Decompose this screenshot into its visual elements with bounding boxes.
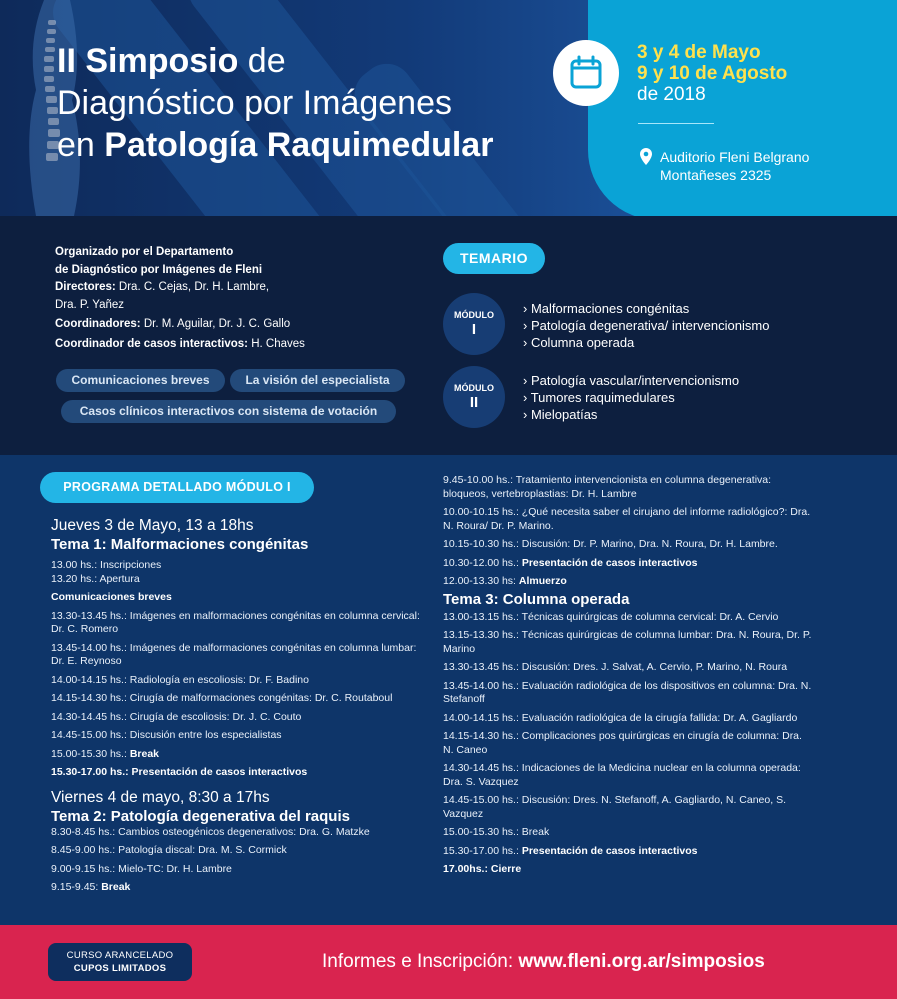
directors-label: Directores: xyxy=(55,281,116,293)
schedule-item xyxy=(443,575,815,589)
registration-url-link[interactable]: www.fleni.org.ar/simposios xyxy=(518,951,765,972)
schedule-item: 14.45-15.00 hs.: Discusión: Dres. N. Stefanoff, A. Gagliardo, N. Caneo, S. Vazquez xyxy=(443,794,786,820)
schedule-item: 14.00-14.15 hs.: Radiología en escoliosis: Dr. F. Badino xyxy=(51,673,309,686)
schedule-item: 13.00-13.15 hs.: Técnicas quirúrgicas de columna cervical: Dr. A. Cervio xyxy=(443,610,779,623)
schedule-item: 13.00 hs.: Inscripciones xyxy=(51,559,162,571)
title-line3-pre: en xyxy=(57,126,105,164)
module-2-label: MÓDULO xyxy=(454,383,494,393)
title-line1-bold: II Simposio xyxy=(57,42,239,80)
schedule-item xyxy=(443,845,815,859)
module-1-label: MÓDULO xyxy=(454,310,494,320)
tema-1-heading: Tema 1: Malformaciones congénitas xyxy=(51,536,309,553)
program-right-column xyxy=(443,474,815,882)
directors-value-2: Dra. P. Yañez xyxy=(55,298,125,311)
schedule-subheading: Comunicaciones breves xyxy=(51,591,172,603)
schedule-item: 14.15-14.30 hs.: Cirugía de malformaciones congénitas: Dr. C. Routaboul xyxy=(51,692,393,704)
schedule-item: 14.30-14.45 hs.: Cirugía de escoliosis: Dr. J. C. Couto xyxy=(51,710,302,723)
date-year: de 2018 xyxy=(637,84,706,105)
schedule-item xyxy=(51,881,421,895)
directors-value: Dra. C. Cejas, Dr. H. Lambre, xyxy=(115,281,270,293)
program-section xyxy=(0,455,897,925)
venue-address: Montañeses 2325 xyxy=(660,167,772,183)
schedule-time: 15.30-17.00 hs.: xyxy=(443,844,522,857)
module-1-badge xyxy=(443,293,505,355)
org-line2: de Diagnóstico por Imágenes de Fleni xyxy=(55,263,263,276)
topic: › Malformaciones congénitas xyxy=(523,301,690,316)
tag-casos-clinicos: Casos clínicos interactivos con sistema de votación xyxy=(61,400,396,423)
case-coordinator-value: H. Chaves xyxy=(248,337,305,350)
date-may: 3 y 4 de Mayo xyxy=(637,42,761,63)
program-left-column xyxy=(51,516,421,900)
schedule-time: 15.00-15.30 hs.: xyxy=(51,747,130,760)
schedule-item: 8.30-8.45 hs.: Cambios osteogénicos degenerativos: Dra. G. Matzke xyxy=(51,825,370,838)
location-pin-icon xyxy=(640,148,652,165)
divider xyxy=(638,123,714,124)
day-1-heading: Jueves 3 de Mayo, 13 a 18hs xyxy=(51,517,254,534)
schedule-item: 9.00-9.15 hs.: Mielo-TC: Dr. H. Lambre xyxy=(51,862,232,875)
course-limited: CUPOS LIMITADOS xyxy=(73,963,167,974)
calendar-icon xyxy=(570,55,602,89)
schedule-item: 14.00-14.15 hs.: Evaluación radiológica de la cirugía fallida: Dr. A. Gagliardo xyxy=(443,711,798,724)
schedule-item xyxy=(51,748,421,762)
title-line2: Diagnóstico por Imágenes xyxy=(57,84,453,122)
organizers-block xyxy=(55,244,305,353)
schedule-item: 17.00hs.: Cierre xyxy=(443,863,522,875)
module-2-badge xyxy=(443,366,505,428)
schedule-time: 9.15-9.45: xyxy=(51,881,102,893)
schedule-item: 13.20 hs.: Apertura xyxy=(51,572,140,585)
title-line1-rest: de xyxy=(238,42,286,80)
topic: › Columna operada xyxy=(523,335,635,350)
program-badge: PROGRAMA DETALLADO MÓDULO I xyxy=(40,472,314,503)
schedule-item: 13.30-13.45 hs.: Imágenes en malformaciones congénitas en columna cervical: Dr. C. Romero xyxy=(51,609,420,635)
temario-badge: TEMARIO xyxy=(443,243,545,274)
symposium-title xyxy=(57,40,493,166)
title-line3-bold: Patología Raquimedular xyxy=(104,126,494,164)
schedule-item: 10.00-10.15 hs.: ¿Qué necesita saber el cirujano del informe radiológico?: Dra. N. Roura/ Dr. P. Marino. xyxy=(443,506,811,532)
topic: › Mielopatías xyxy=(523,407,598,422)
schedule-item: 13.45-14.00 hs.: Evaluación radiológica de los dispositivos en columna: Dra. N. Stefanoff xyxy=(443,679,812,705)
module-1-topics xyxy=(523,300,769,351)
course-paid: CURSO ARANCELADO xyxy=(66,950,174,961)
schedule-highlight: Presentación de casos interactivos xyxy=(521,556,698,569)
organization-section xyxy=(0,216,897,455)
registration-info xyxy=(322,950,765,974)
course-badge xyxy=(48,943,192,981)
schedule-item: 13.30-13.45 hs.: Discusión: Dres. J. Salvat, A. Cervio, P. Marino, N. Roura xyxy=(443,661,788,673)
tag-vision-especialista: La visión del especialista xyxy=(230,369,405,392)
coordinators-value: Dr. M. Aguilar, Dr. J. C. Gallo xyxy=(140,318,291,330)
schedule-highlight: Presentación de casos interactivos xyxy=(521,844,698,857)
schedule-time: 10.30-12.00 hs.: xyxy=(443,556,522,569)
schedule-item: 13.15-13.30 hs.: Técnicas quirúrgicas de columna lumbar: Dra. N. Roura, Dr. P. Marino xyxy=(443,629,812,655)
tema-2-heading: Tema 2: Patología degenerativa del raquis xyxy=(51,807,350,825)
schedule-item: 10.15-10.30 hs.: Discusión: Dr. P. Marino, Dra. N. Roura, Dr. H. Lambre. xyxy=(443,538,778,550)
schedule-item: 15.30-17.00 hs.: Presentación de casos interactivos xyxy=(51,766,308,778)
venue-name: Auditorio Fleni Belgrano xyxy=(660,149,810,165)
topic: › Patología vascular/intervencionismo xyxy=(523,373,740,388)
coordinators-label: Coordinadores: xyxy=(55,318,141,330)
event-dates xyxy=(637,42,787,105)
day-2-heading: Viernes 4 de mayo, 8:30 a 17hs xyxy=(51,788,270,806)
venue xyxy=(660,148,809,184)
topic: › Patología degenerativa/ intervencionismo xyxy=(523,318,770,333)
schedule-item: 13.45-14.00 hs.: Imágenes de malformaciones congénitas en columna lumbar: Dr. E. Reynoso xyxy=(51,641,417,667)
module-2-topics xyxy=(523,372,739,423)
tema-3-heading: Tema 3: Columna operada xyxy=(443,590,630,608)
footer-banner xyxy=(0,925,897,999)
topic: › Tumores raquimedulares xyxy=(523,390,675,405)
schedule-item: 8.45-9.00 hs.: Patología discal: Dra. M. S. Cormick xyxy=(51,844,287,856)
schedule-time: 12.00-13.30 hs: xyxy=(443,575,519,587)
schedule-highlight: Break xyxy=(129,747,160,760)
date-august: 9 y 10 de Agosto xyxy=(637,63,788,84)
module-1-number: I xyxy=(471,321,477,338)
schedule-item xyxy=(443,557,815,571)
schedule-item: 15.00-15.30 hs.: Break xyxy=(443,826,550,838)
calendar-badge xyxy=(553,40,619,106)
schedule-item: 9.45-10.00 hs.: Tratamiento intervencionista en columna degenerativa: bloqueos, vertebroplastias: Dr. H. Lambre xyxy=(443,474,772,500)
schedule-highlight: Break xyxy=(101,881,131,893)
header-banner xyxy=(0,0,897,216)
schedule-highlight: Almuerzo xyxy=(518,575,567,587)
tag-comunicaciones: Comunicaciones breves xyxy=(56,369,225,392)
case-coordinator-label: Coordinador de casos interactivos: xyxy=(55,337,248,350)
org-line1: Organizado por el Departamento xyxy=(55,246,234,258)
schedule-item: 14.45-15.00 hs.: Discusión entre los especialistas xyxy=(51,729,282,741)
schedule-item: 14.30-14.45 hs.: Indicaciones de la Medicina nuclear en la columna operada: Dra. S. Vazquez xyxy=(443,762,801,788)
registration-label: Informes e Inscripción: xyxy=(322,951,519,972)
module-2-number: II xyxy=(469,394,479,411)
schedule-item: 14.15-14.30 hs.: Complicaciones pos quirúrgicas en cirugía de columna: Dra. N. Caneo xyxy=(443,730,802,756)
